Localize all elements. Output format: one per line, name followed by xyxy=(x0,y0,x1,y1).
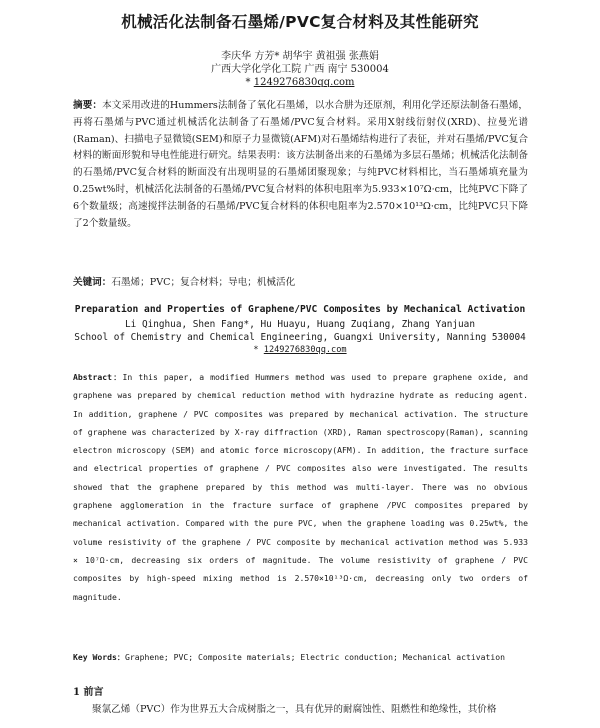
keywords-cn xyxy=(73,276,528,290)
abstract-label-en: Abstract： xyxy=(73,372,123,382)
email-en xyxy=(0,344,600,357)
keywords-label-cn: 关键词： xyxy=(73,277,112,288)
intro-paragraph: 聚氯乙烯（PVC）作为世界五大合成树脂之一，具有优异的耐腐蚀性、阻燃性和绝缘性，其价格 xyxy=(92,704,497,715)
abstract-en xyxy=(73,368,528,606)
abstract-text-cn: 本文采用改进的Hummers法制备了氧化石墨烯，以水合肼为还原剂，利用化学还原法制备石墨烯，再将石墨烯与PVC通过机械活化法制备了石墨烯/PVC复合材料。采用X射线衍射仪(XRD)、拉曼光谱(Raman)、扫描电子显微镜(SEM)和原子力显微镜(AFM)对石墨烯结构进行了表征，并对石墨烯/PVC复合材料的断面形貌和导电性能进行研究。结果表明：该方法制备出来的石墨烯为多层石墨烯；机械活化法制备的石墨烯/PVC复合材料的断面没有出现明显的石墨烯团聚现象；与纯PVC材料相比，当石墨烯填充量为0.25wt%时，机械活化法制备的石墨烯/PVC复合材料的体积电阻率为5.933×10⁷Ω·cm，比纯PVC下降了6个数量级；高速搅拌法制备的石墨烯/PVC复合材料的体积电阻率为2.570×10¹³Ω·cm，比纯PVC只下降了2个数量级。 xyxy=(73,100,528,229)
corresponding-mark-en: * xyxy=(253,345,259,355)
email-link-en[interactable]: 1249276830qq.com xyxy=(263,345,347,355)
keywords-text-cn: 石墨烯；PVC；复合材料；导电；机械活化 xyxy=(111,277,296,288)
authors-en: Li Qinghua, Shen Fang*, Hu Huayu, Huang Zuqiang, Zhang Yanjuan xyxy=(125,319,475,330)
affiliation-en: School of Chemistry and Chemical Engineering, Guangxi University, Nanning 530004 xyxy=(74,332,526,343)
email-link-cn[interactable]: 1249276830qq.com xyxy=(253,77,355,88)
paper-title-cn: 机械活化法制备石墨烯/PVC复合材料及其性能研究 xyxy=(121,13,479,31)
paper-title-en: Preparation and Properties of Graphene/PVC Composites by Mechanical Activation xyxy=(74,304,526,315)
email-cn xyxy=(0,76,600,89)
affiliation-cn: 广西大学化学化工院 广西 南宁 530004 xyxy=(211,64,389,75)
abstract-cn xyxy=(73,98,528,232)
corresponding-mark: * xyxy=(245,77,251,88)
abstract-text-en: In this paper, a modified Hummers method was used to prepare graphene oxide, and graphene was prepared by chemical reduction method with hydrazine hydrate as reducing agent. In addition, graphene / PVC composites was prepared by mechanical activation. The structure of graphene was characterized by X-ray diffraction (XRD), Raman spectroscopy(Raman), scanning electron microscopy (SEM) and atomic force microscopy(AFM). In addition, the fracture surface and electrical properties of graphene / PVC composites also were investigated. The results showed that the graphene prepared by this method was multi-layer. There was no obvious graphene agglomeration in the fracture surface of graphene /PVC composites prepared by mechanical activation. Compared with the pure PVC, when the graphene loading was 0.25wt%, the volume resistivity of the graphene / PVC composite by mechanical activation method was 5.933 × 10⁷Ω·cm, decreasing six orders of magnitude. The volume resistivity of graphene / PVC composites by high-speed mixing method is 2.570×10¹³Ω·cm, decreasing only two orders of magnitude. xyxy=(73,372,529,602)
keywords-en xyxy=(73,651,528,664)
authors-cn: 李庆华 方芳* 胡华宇 黄祖强 张燕娟 xyxy=(221,51,379,62)
keywords-text-en: Graphene; PVC; Composite materials; Electric conduction; Mechanical activation xyxy=(124,652,506,662)
keywords-label-en: Key Words： xyxy=(73,652,125,662)
abstract-label-cn: 摘要： xyxy=(73,100,103,111)
section-heading-intro: 1 前言 xyxy=(73,687,104,698)
